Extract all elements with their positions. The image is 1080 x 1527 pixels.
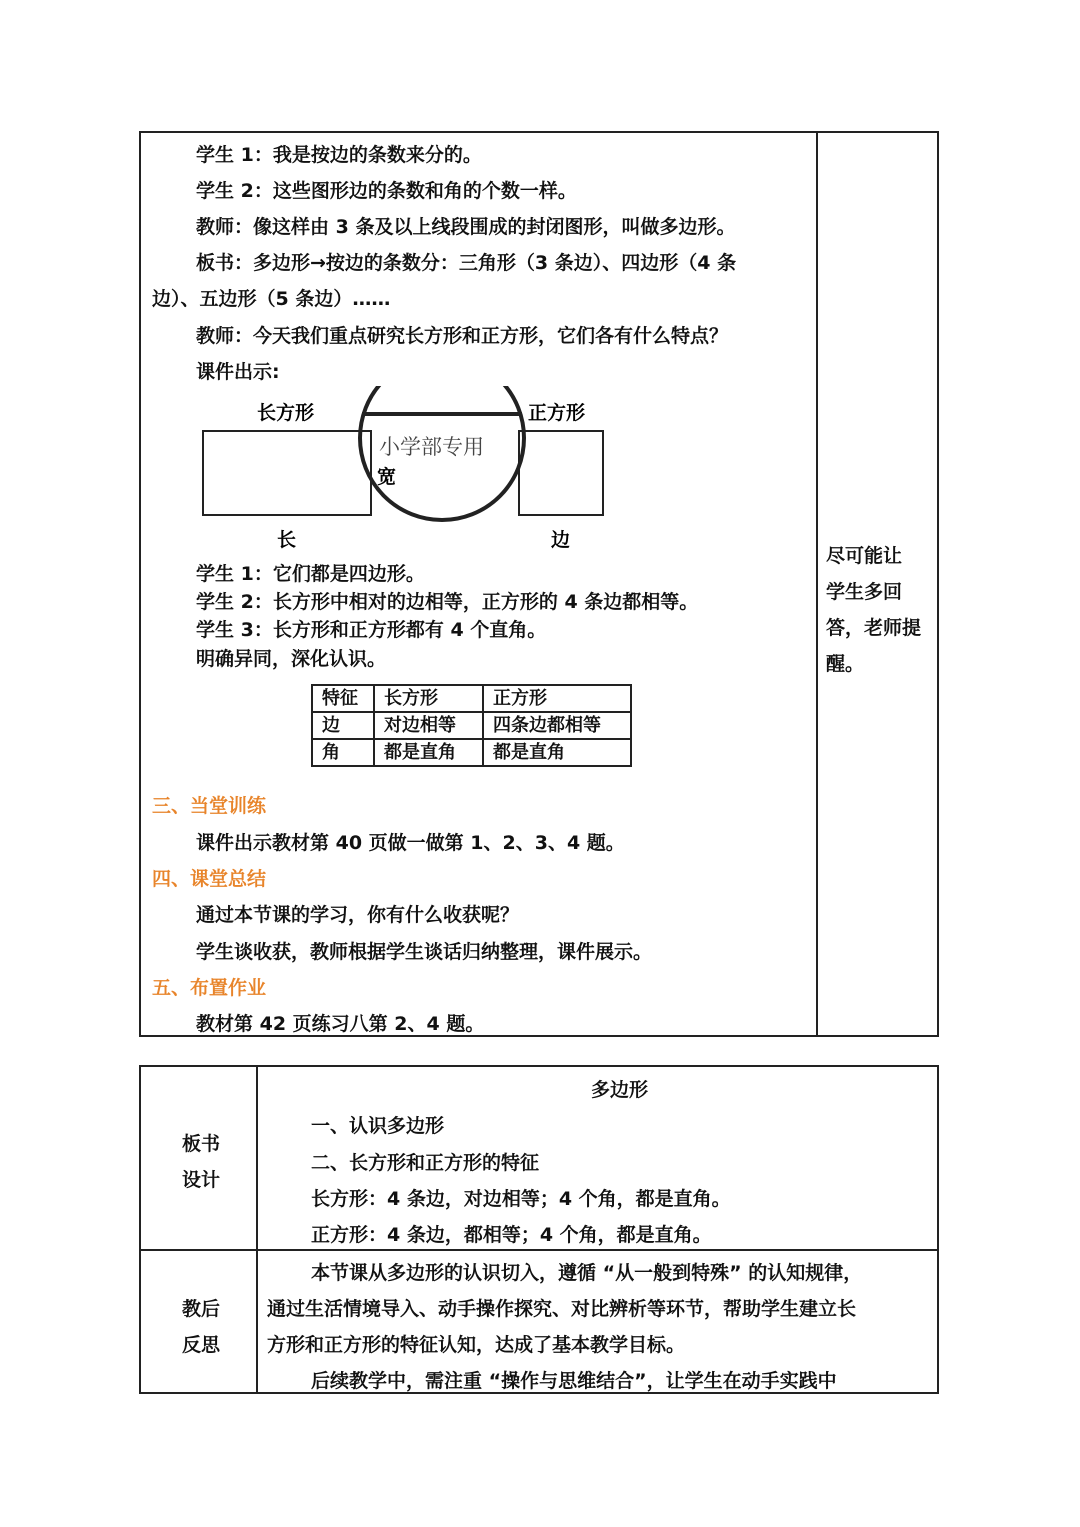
dialog-line: 板书：多边形→按边的条数分：三角形（3 条边）、四边形（4 条 [196,252,737,274]
column-divider [256,1067,258,1392]
board-item: 正方形：4 条边，都相等；4 个角，都是直角。 [311,1224,712,1246]
length-label: 长 [277,529,297,551]
homework-text: 教材第 42 页练习八第 2、4 题。 [196,1013,485,1035]
column-divider [816,133,818,1035]
note-line: 醒。 [826,653,865,675]
board-reflection-table [139,1065,939,1394]
dialog-line: 边）、五边形（5 条边）…… [152,288,391,310]
answer-line: 学生 3：长方形和正方形都有 4 个直角。 [196,619,547,641]
section-heading-summary: 四、课堂总结 [152,868,267,890]
dialog-line: 教师：像这样由 3 条及以上线段围成的封闭图形，叫做多边形。 [196,216,736,238]
width-label: 宽 [377,466,397,488]
reflection-line: 通过生活情境导入、动手操作探究、对比辨析等环节，帮助学生建立长 [267,1298,857,1320]
section-heading-homework: 五、布置作业 [152,977,267,999]
table-row [312,739,631,766]
lesson-table [139,131,939,1037]
board-item: 一、认识多边形 [311,1115,445,1137]
answer-line: 明确异同，深化认识。 [196,648,387,670]
reflection-label: 教后 反思 [181,1298,220,1356]
feature-comparison-table [311,684,632,767]
board-label: 板书 设计 [181,1133,220,1191]
table-header-cell: 正方形 [483,685,631,712]
answer-line: 学生 2：长方形中相对的边相等，正方形的 4 条边都相等。 [196,591,699,613]
board-item: 长方形：4 条边，对边相等；4 个角，都是直角。 [311,1188,731,1210]
table-header-row [312,685,631,712]
summary-text: 通过本节课的学习，你有什么收获呢？ [196,904,520,926]
table-header-cell: 特征 [312,685,374,712]
rectangle-square-figure [199,386,619,551]
note-line: 尽可能让 [826,545,903,567]
teacher-note [826,538,936,682]
table-cell: 四条边都相等 [483,712,631,739]
dialog-line: 学生 2：这些图形边的条数和角的个数一样。 [196,180,577,202]
board-title: 多边形 [591,1079,649,1101]
table-cell: 角 [312,739,374,766]
square-shape [519,431,603,515]
practice-text: 课件出示教材第 40 页做一做第 1、2、3、4 题。 [196,832,625,854]
reflection-line: 本节课从多边形的认识切入，遵循 “从一般到特殊” 的认知规律， [311,1262,863,1284]
dialog-line: 教师：今天我们重点研究长方形和正方形，它们各有什么特点？ [196,325,729,347]
table-cell: 都是直角 [374,739,483,766]
table-cell: 对边相等 [374,712,483,739]
dialog-line: 学生 1：我是按边的条数来分的。 [196,144,482,166]
table-row [312,712,631,739]
square-label: 正方形 [528,402,586,424]
side-label: 边 [551,529,571,551]
reflection-line: 方形和正方形的特征认知，达成了基本教学目标。 [267,1334,686,1356]
dialog-line: 课件出示: [196,361,280,383]
rectangle-label: 长方形 [257,402,315,424]
answer-line: 学生 1：它们都是四边形。 [196,563,425,585]
row-divider [141,1249,937,1251]
table-cell: 边 [312,712,374,739]
table-cell: 都是直角 [483,739,631,766]
table-header-cell: 长方形 [374,685,483,712]
board-item: 二、长方形和正方形的特征 [311,1152,540,1174]
rectangle-shape [203,431,371,515]
note-line: 答，老师提 [826,617,922,639]
section-heading-practice: 三、当堂训练 [152,795,267,817]
note-line: 学生多回 [826,581,903,603]
summary-text: 学生谈收获，教师根据学生谈话归纳整理，课件展示。 [196,941,653,963]
stamp-text: 小学部专用 [379,435,484,459]
reflection-line: 后续教学中，需注重 “操作与思维结合”，让学生在动手实践中 [311,1370,837,1392]
